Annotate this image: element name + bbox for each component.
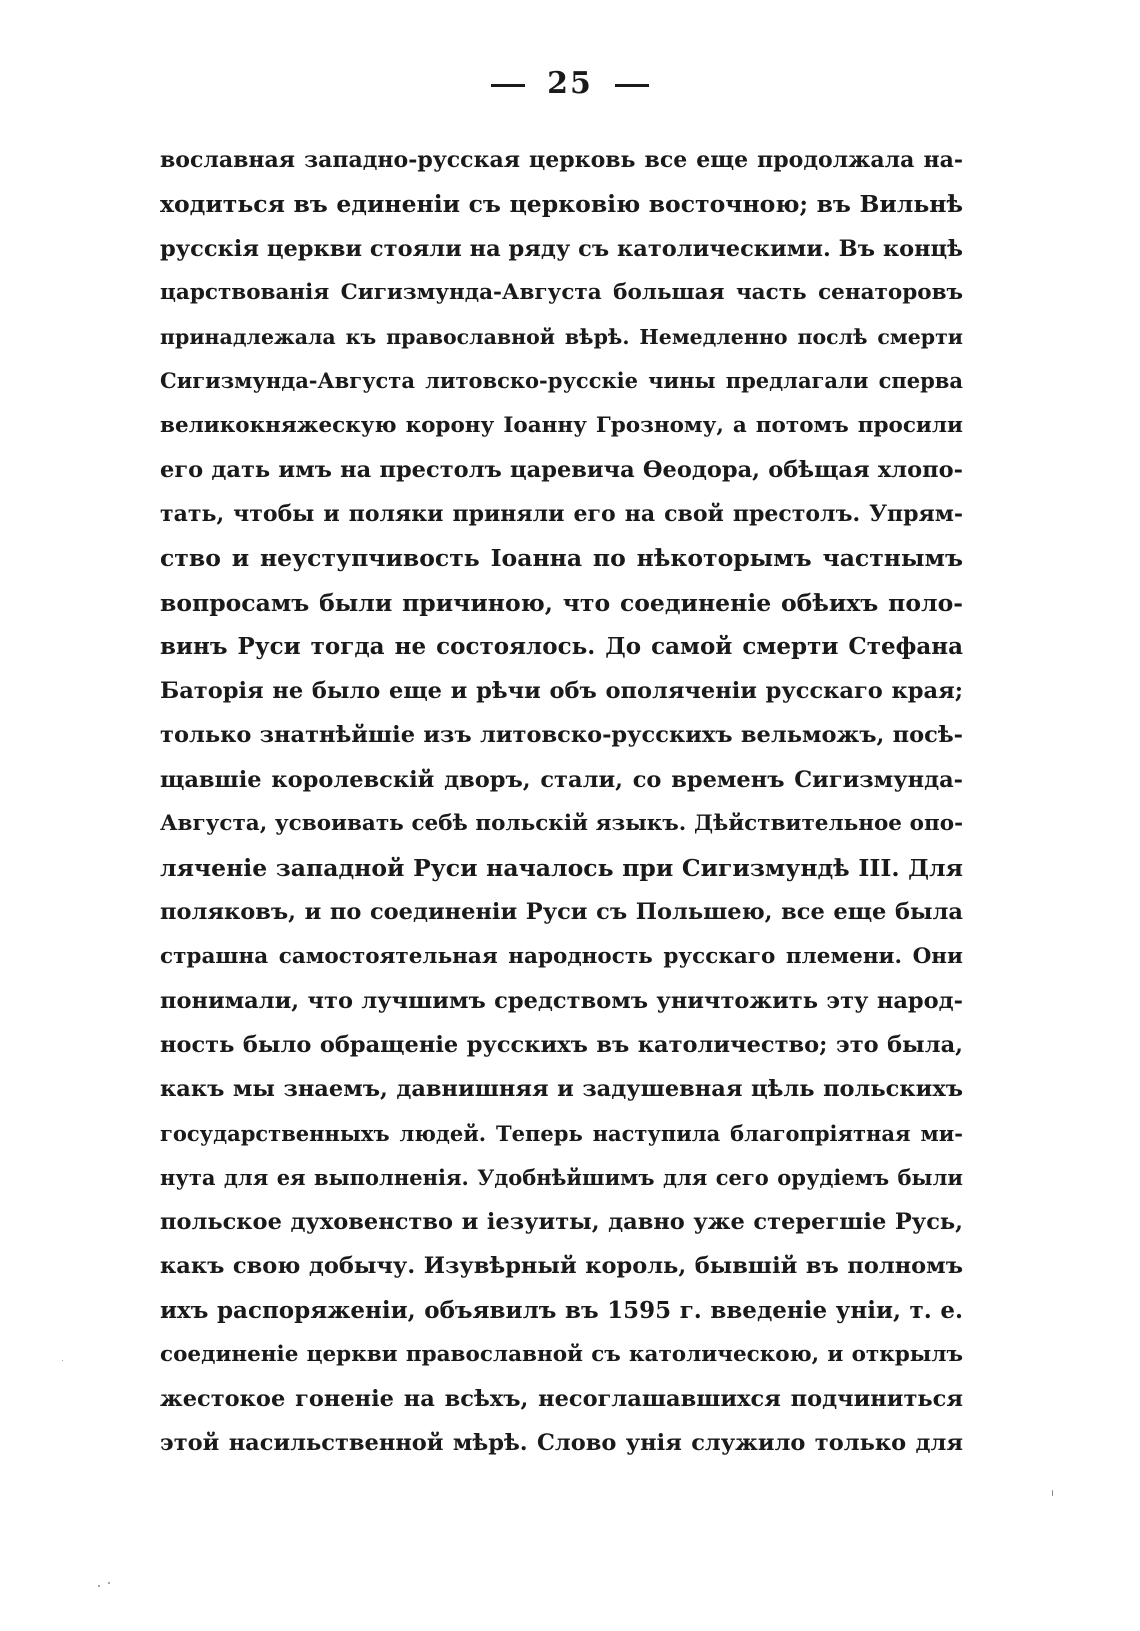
text-line: винъ Руси тогда не состоялось. До самой смерти Стефана bbox=[160, 632, 963, 660]
text-line: поляковъ, и по соединенiи Руси съ Польшею, все еще была bbox=[160, 899, 963, 926]
text-line: страшна самостоятельная народность русскаго племени. Они bbox=[160, 943, 963, 969]
scan-speck bbox=[62, 1360, 63, 1361]
text-line: ихъ распоряженiи, объявилъ въ 1595 г. введенiе унiи, т. е. bbox=[160, 1296, 963, 1324]
text-line: его дать имъ на престолъ царевича Ѳеодора, обѣщая хлопо- bbox=[160, 456, 963, 483]
text-line: ходиться въ единенiи съ церковiю восточною; въ Вильнѣ bbox=[160, 190, 963, 219]
page-number bbox=[0, 66, 1140, 101]
text-line: принадлежала къ православной вѣрѣ. Немедленно послѣ смерти bbox=[160, 325, 963, 349]
left-dash bbox=[491, 84, 525, 87]
text-line: ность было обращенiе русскихъ въ католичество; это была, bbox=[160, 1032, 963, 1058]
text-line: какъ мы знаемъ, давнишняя и задушевная цѣль польскихъ bbox=[160, 1076, 963, 1103]
text-line: вославная западно-русская церковь все еще продолжала на- bbox=[160, 147, 963, 173]
text-line: вопросамъ были причиною, что соединенiе обѣихъ поло- bbox=[160, 588, 963, 617]
text-line: русскiя церкви стояли на ряду съ католическими. Въ концѣ bbox=[160, 235, 963, 262]
text-line: соединенiе церкви православной съ католическою, и открылъ bbox=[160, 1341, 963, 1367]
right-dash bbox=[615, 84, 649, 87]
scan-speck bbox=[1052, 1490, 1053, 1496]
text-line: польское духовенство и iезуиты, давно уже стерегшiе Русь, bbox=[160, 1209, 963, 1235]
text-line: государственныхъ людей. Теперь наступила благопрiятная ми- bbox=[160, 1120, 963, 1146]
text-line: этой насильственной мѣрѣ. Слово унiя служило только для bbox=[160, 1430, 963, 1457]
text-line: ляченiе западной Руси началось при Сигизмундѣ III. Для bbox=[160, 854, 963, 882]
text-line: какъ свою добычу. Изувѣрный король, бывшiй въ полномъ bbox=[160, 1253, 963, 1280]
text-line: великокняжескую корону Iоанну Грозному, а потомъ просили bbox=[160, 412, 963, 438]
scan-speck bbox=[98, 1585, 100, 1587]
text-line: понимали, что лучшимъ средствомъ уничтожить эту народ- bbox=[160, 987, 963, 1014]
text-line: тать, чтобы и поляки приняли его на свой престолъ. Упрям- bbox=[160, 501, 963, 527]
text-line: Августа, усвоивать себѣ польскiй языкъ. Дѣйствительное опо- bbox=[160, 810, 963, 836]
text-line: царствованiя Сигизмунда-Августа большая часть сенаторовъ bbox=[160, 279, 963, 305]
text-line: Баторiя не было еще и рѣчи объ ополяченiи русскаго края; bbox=[160, 678, 963, 704]
text-line: нута для ея выполненiя. Удобнѣйшимъ для сего орудiемъ были bbox=[160, 1164, 963, 1190]
text-line: ство и неуступчивость Iоанна по нѣкоторымъ частнымъ bbox=[160, 544, 963, 573]
text-line: только знатнѣйшiе изъ литовско-русскихъ вельможъ, посѣ- bbox=[160, 722, 963, 749]
text-line: щавшiе королевскiй дворъ, стали, со временъ Сигизмунда- bbox=[160, 766, 963, 793]
scan-speck bbox=[108, 1582, 110, 1584]
text-line: Сигизмунда-Августа литовско-русскiе чины предлагали сперва bbox=[160, 368, 963, 394]
page-number-text: 25 bbox=[547, 66, 593, 101]
body-text bbox=[160, 138, 963, 1466]
text-line: жестокое гоненiе на всѣхъ, несоглашавшихся подчиниться bbox=[160, 1386, 963, 1412]
